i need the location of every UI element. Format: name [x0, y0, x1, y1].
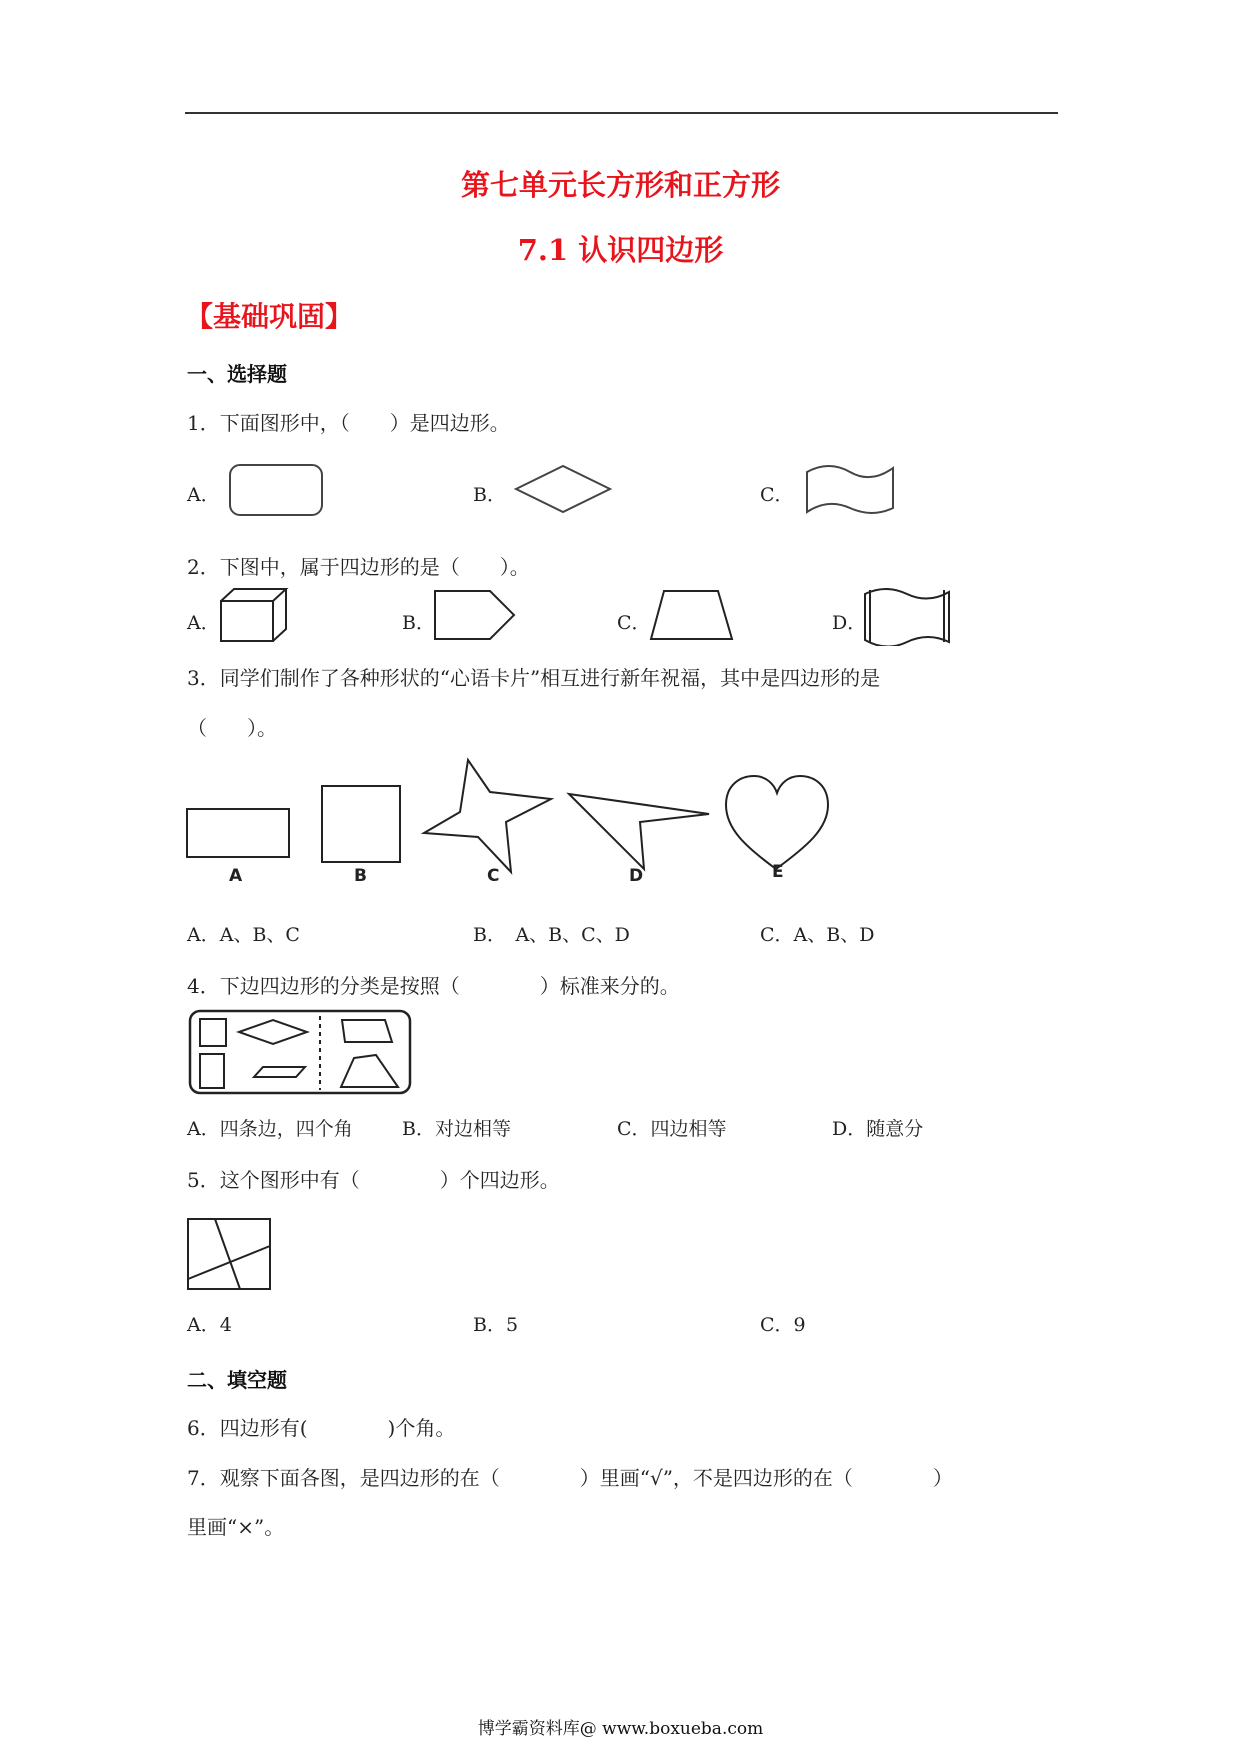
question-4-text: 4．下边四边形的分类是按照（ ）标准来分的。	[187, 974, 680, 998]
q3-option-a: A．A、B、C	[187, 924, 300, 946]
q3-square-card	[319, 783, 403, 865]
section-choice-title: 一、选择题	[187, 362, 287, 386]
q1-rhombus-figure	[513, 463, 613, 515]
q1-wavy-flag-figure	[804, 460, 898, 518]
q4-option-b: B．对边相等	[402, 1118, 511, 1140]
question-7-text-line2: 里画“×”。	[187, 1515, 285, 1539]
question-3-text-line1: 3．同学们制作了各种形状的“心语卡片”相互进行新年祝福，其中是四边形的是	[187, 666, 881, 690]
q5-option-b: B．5	[473, 1314, 519, 1336]
q1-option-a-label: A．	[187, 484, 220, 506]
q2-trapezoid-figure	[648, 588, 736, 642]
q4-classification-box-figure	[187, 1008, 413, 1096]
question-2-text: 2．下图中，属于四边形的是（ ）。	[187, 555, 530, 579]
q3-heart-card	[722, 773, 832, 873]
q2-wavy-flag-figure	[862, 584, 952, 646]
unit-title: 第七单元长方形和正方形	[460, 168, 780, 202]
q2-option-d-label: D．	[832, 612, 867, 634]
q3-arrow-card	[566, 791, 712, 873]
q3-star-card	[420, 757, 556, 877]
q3-shape-label-e: E	[772, 862, 784, 882]
q5-option-c: C．9	[760, 1314, 806, 1336]
q5-divided-square-figure	[185, 1216, 273, 1292]
q3-option-c: C．A、B、D	[760, 924, 875, 946]
q4-option-a: A．四条边，四个角	[187, 1118, 353, 1140]
question-7-text-line1: 7．观察下面各图，是四边形的在（ ）里画“√”，不是四边形的在（ ）	[187, 1466, 953, 1490]
q2-pentagon-arrow-figure	[432, 588, 518, 642]
q4-option-d: D．随意分	[832, 1118, 924, 1140]
q1-rounded-rectangle-figure	[227, 462, 325, 518]
question-3-text-line2: （ ）。	[187, 716, 277, 740]
question-5-text: 5．这个图形中有（ ）个四边形。	[187, 1168, 560, 1192]
q3-shape-label-d: D	[629, 866, 644, 886]
lesson-title: 7.1 认识四边形	[517, 233, 724, 267]
q2-option-c-label: C．	[617, 612, 651, 634]
q3-shape-label-b: B	[354, 866, 367, 886]
q3-shape-label-c: C	[487, 866, 500, 886]
q3-option-b: B． A、B、C、D	[473, 924, 630, 946]
section-fill-title: 二、填空题	[187, 1368, 287, 1392]
q5-option-a: A．4	[187, 1314, 232, 1336]
footer-source: 博学霸资料库@ www.boxueba.com	[477, 1719, 764, 1739]
q1-option-b-label: B．	[473, 484, 506, 506]
q2-option-a-label: A．	[187, 612, 220, 634]
q4-option-c: C．四边相等	[617, 1118, 727, 1140]
q2-option-b-label: B．	[402, 612, 435, 634]
header-rule	[185, 112, 1058, 114]
question-1-text: 1．下面图形中，（ ）是四边形。	[187, 411, 510, 435]
basic-consolidation-label: 【基础巩固】	[185, 300, 354, 333]
q2-cube-figure	[218, 586, 290, 644]
q1-option-c-label: C．	[760, 484, 794, 506]
q3-rectangle-card	[184, 806, 294, 860]
q3-shape-label-a: A	[229, 866, 243, 886]
question-6-text: 6．四边形有( )个角。	[187, 1416, 456, 1440]
